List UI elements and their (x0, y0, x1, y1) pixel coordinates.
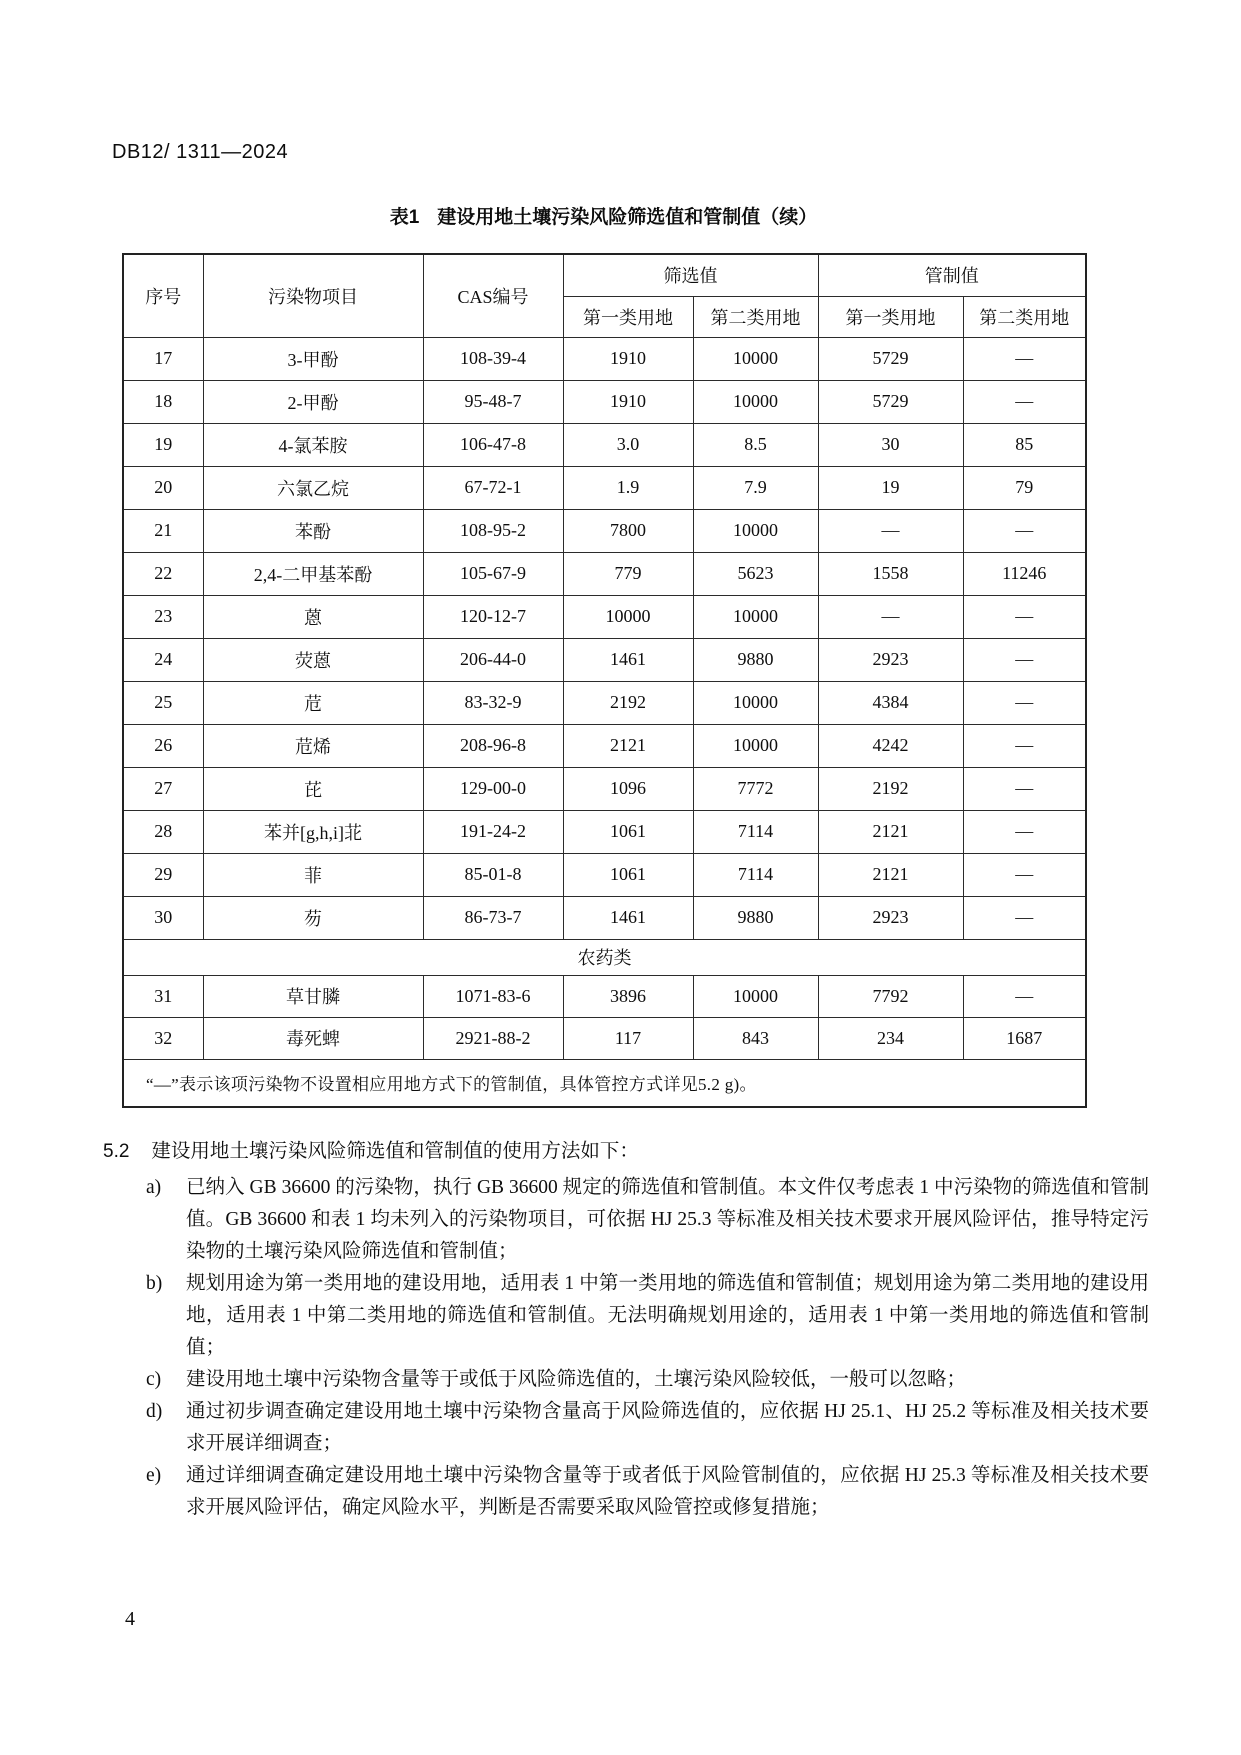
cell-screening-land1: 1061 (563, 810, 693, 853)
header-pollutant: 污染物项目 (203, 254, 423, 337)
section-number: 5.2 (103, 1141, 130, 1162)
cell-control-land1: 1558 (818, 552, 963, 595)
cell-cas: 206-44-0 (423, 638, 563, 681)
cell-cas: 67-72-1 (423, 466, 563, 509)
cell-screening-land2: 10000 (693, 337, 818, 380)
table-footnote-body (123, 1059, 1086, 1107)
clause-item (103, 1396, 1149, 1460)
cell-screening-land1: 1061 (563, 853, 693, 896)
cell-screening-land2: 10000 (693, 975, 818, 1017)
cell-control-land2: — (963, 337, 1086, 380)
cell-control-land1: — (818, 595, 963, 638)
section-header-pesticides: 农药类 (123, 939, 1086, 975)
cell-index: 23 (123, 595, 203, 638)
clause-text: 建设用地土壤中污染物含量等于或低于风险筛选值的，土壤污染风险较低，一般可以忽略； (186, 1369, 967, 1390)
cell-control-land2: — (963, 724, 1086, 767)
header-row-groups (123, 254, 1086, 296)
header-screening-group: 筛选值 (563, 254, 818, 296)
cell-screening-land2: 10000 (693, 724, 818, 767)
clause-item (103, 1172, 1149, 1268)
cell-cas: 129-00-0 (423, 767, 563, 810)
cell-control-land2: — (963, 638, 1086, 681)
header-index: 序号 (123, 254, 203, 337)
table-row (123, 853, 1086, 896)
cell-control-land2: 1687 (963, 1017, 1086, 1059)
cell-control-land1: 4242 (818, 724, 963, 767)
cell-cas: 191-24-2 (423, 810, 563, 853)
clause-item (103, 1460, 1149, 1524)
clause-item (103, 1268, 1149, 1364)
cell-control-land1: 2923 (818, 638, 963, 681)
cell-index: 24 (123, 638, 203, 681)
cell-control-land2: — (963, 595, 1086, 638)
table-row (123, 423, 1086, 466)
cell-screening-land1: 2192 (563, 681, 693, 724)
cell-control-land2: — (963, 853, 1086, 896)
cell-control-land1: 2121 (818, 810, 963, 853)
cell-control-land2: — (963, 509, 1086, 552)
cell-index: 25 (123, 681, 203, 724)
cell-cas: 108-95-2 (423, 509, 563, 552)
cell-control-land2: — (963, 810, 1086, 853)
cell-screening-land2: 7114 (693, 810, 818, 853)
cell-control-land1: 4384 (818, 681, 963, 724)
table-body-pesticides (123, 975, 1086, 1059)
cell-cas: 2921-88-2 (423, 1017, 563, 1059)
cell-pollutant: 毒死蜱 (203, 1017, 423, 1059)
table-row (123, 380, 1086, 423)
cell-index: 22 (123, 552, 203, 595)
table-section-divider (123, 939, 1086, 975)
header-control-land1: 第一类用地 (818, 296, 963, 337)
cell-cas: 83-32-9 (423, 681, 563, 724)
footnote-row (123, 1059, 1086, 1107)
cell-screening-land1: 1096 (563, 767, 693, 810)
cell-pollutant: 3-甲酚 (203, 337, 423, 380)
cell-index: 18 (123, 380, 203, 423)
cell-screening-land2: 843 (693, 1017, 818, 1059)
cell-screening-land1: 1.9 (563, 466, 693, 509)
cell-screening-land2: 10000 (693, 380, 818, 423)
cell-screening-land2: 7.9 (693, 466, 818, 509)
cell-control-land2: — (963, 767, 1086, 810)
cell-screening-land2: 5623 (693, 552, 818, 595)
header-control-land2: 第二类用地 (963, 296, 1086, 337)
cell-control-land2: — (963, 975, 1086, 1017)
cell-screening-land2: 10000 (693, 509, 818, 552)
cell-pollutant: 苊 (203, 681, 423, 724)
clause-list (103, 1172, 1149, 1524)
clause-text: 通过详细调查确定建设用地土壤中污染物含量等于或者低于风险管制值的，应依据 HJ 25.3 等标准及相关技术要求开展风险评估，确定风险水平，判断是否需要采取风险管控或修复措施； (186, 1465, 1149, 1518)
cell-control-land1: 2923 (818, 896, 963, 939)
cell-screening-land1: 7800 (563, 509, 693, 552)
table-title-label: 表1 (389, 207, 420, 228)
cell-index: 20 (123, 466, 203, 509)
cell-screening-land2: 9880 (693, 896, 818, 939)
clause-text: 通过初步调查确定建设用地土壤中污染物含量高于风险筛选值的，应依据 HJ 25.1、HJ 25.2 等标准及相关技术要求开展详细调查； (186, 1401, 1149, 1454)
table-row (123, 810, 1086, 853)
cell-pollutant: 苯并[g,h,i]苝 (203, 810, 423, 853)
table-row (123, 975, 1086, 1017)
cell-index: 26 (123, 724, 203, 767)
cell-index: 27 (123, 767, 203, 810)
table-row (123, 337, 1086, 380)
table-row (123, 681, 1086, 724)
cell-pollutant: 苯酚 (203, 509, 423, 552)
clause-text: 规划用途为第一类用地的建设用地，适用表 1 中第一类用地的筛选值和管制值；规划用途为第二类用地的建设用地，适用表 1 中第二类用地的筛选值和管制值。无法明确规划用途的，适用表 1 中第一类用地的筛选值和管制值； (186, 1273, 1149, 1358)
cell-index: 29 (123, 853, 203, 896)
cell-pollutant: 荧蒽 (203, 638, 423, 681)
page-number: 4 (125, 1608, 135, 1630)
cell-cas: 120-12-7 (423, 595, 563, 638)
cell-cas: 1071-83-6 (423, 975, 563, 1017)
cell-control-land1: 2192 (818, 767, 963, 810)
cell-screening-land1: 1910 (563, 337, 693, 380)
cell-control-land2: 79 (963, 466, 1086, 509)
cell-screening-land1: 2121 (563, 724, 693, 767)
table-title (122, 202, 1085, 229)
clause-label: b) (146, 1273, 163, 1294)
cell-screening-land2: 8.5 (693, 423, 818, 466)
cell-pollutant: 草甘膦 (203, 975, 423, 1017)
clause-label: d) (146, 1401, 163, 1422)
cell-pollutant: 蒽 (203, 595, 423, 638)
table-row (123, 509, 1086, 552)
cell-cas: 85-01-8 (423, 853, 563, 896)
cell-screening-land1: 1910 (563, 380, 693, 423)
table-title-caption: 建设用地土壤污染风险筛选值和管制值（续） (437, 207, 818, 228)
cell-screening-land2: 7114 (693, 853, 818, 896)
cell-screening-land2: 10000 (693, 595, 818, 638)
cell-screening-land1: 3.0 (563, 423, 693, 466)
clause-item (103, 1364, 1149, 1396)
clause-text: 已纳入 GB 36600 的污染物，执行 GB 36600 规定的筛选值和管制值。本文件仅考虑表 1 中污染物的筛选值和管制值。GB 36600 和表 1 均未列入的污染物项目，可依据 HJ 25.3 等标准及相关技术要求开展风险评估，推导特定污染物的土壤污染风险筛选值和管制值； (186, 1177, 1149, 1262)
pollutant-values-table (122, 253, 1087, 1108)
cell-screening-land1: 3896 (563, 975, 693, 1017)
section-header-row (123, 939, 1086, 975)
cell-control-land1: 234 (818, 1017, 963, 1059)
clause-label: a) (146, 1177, 162, 1198)
cell-control-land1: 7792 (818, 975, 963, 1017)
section-5-2 (103, 1136, 1149, 1524)
cell-screening-land1: 10000 (563, 595, 693, 638)
table-row (123, 896, 1086, 939)
cell-index: 19 (123, 423, 203, 466)
table-body-main (123, 337, 1086, 939)
cell-pollutant: 4-氯苯胺 (203, 423, 423, 466)
cell-control-land1: 2121 (818, 853, 963, 896)
cell-pollutant: 2,4-二甲基苯酚 (203, 552, 423, 595)
table-row (123, 767, 1086, 810)
cell-control-land1: 5729 (818, 380, 963, 423)
cell-pollutant: 芴 (203, 896, 423, 939)
cell-index: 17 (123, 337, 203, 380)
cell-pollutant: 苊烯 (203, 724, 423, 767)
document-code: DB12/ 1311—2024 (112, 141, 289, 163)
cell-control-land2: 11246 (963, 552, 1086, 595)
cell-control-land2: — (963, 896, 1086, 939)
table-row (123, 552, 1086, 595)
table-row (123, 638, 1086, 681)
cell-control-land1: 30 (818, 423, 963, 466)
table-row (123, 1017, 1086, 1059)
cell-control-land1: 19 (818, 466, 963, 509)
cell-screening-land1: 1461 (563, 638, 693, 681)
cell-pollutant: 菲 (203, 853, 423, 896)
table-footnote: “—”表示该项污染物不设置相应用地方式下的管制值，具体管控方式详见5.2 g)。 (123, 1059, 1086, 1107)
cell-screening-land1: 779 (563, 552, 693, 595)
table-row (123, 724, 1086, 767)
header-cas: CAS编号 (423, 254, 563, 337)
cell-index: 28 (123, 810, 203, 853)
cell-control-land2: 85 (963, 423, 1086, 466)
cell-index: 32 (123, 1017, 203, 1059)
section-title: 建设用地土壤污染风险筛选值和管制值的使用方法如下： (151, 1141, 639, 1162)
cell-index: 21 (123, 509, 203, 552)
clause-label: e) (146, 1465, 162, 1486)
table-row (123, 466, 1086, 509)
header-screening-land1: 第一类用地 (563, 296, 693, 337)
cell-screening-land1: 117 (563, 1017, 693, 1059)
cell-pollutant: 2-甲酚 (203, 380, 423, 423)
cell-screening-land2: 10000 (693, 681, 818, 724)
cell-screening-land2: 7772 (693, 767, 818, 810)
cell-cas: 108-39-4 (423, 337, 563, 380)
cell-pollutant: 六氯乙烷 (203, 466, 423, 509)
cell-index: 31 (123, 975, 203, 1017)
cell-control-land1: — (818, 509, 963, 552)
clause-label: c) (146, 1369, 162, 1390)
cell-cas: 86-73-7 (423, 896, 563, 939)
cell-cas: 106-47-8 (423, 423, 563, 466)
cell-control-land2: — (963, 380, 1086, 423)
header-screening-land2: 第二类用地 (693, 296, 818, 337)
header-control-group: 管制值 (818, 254, 1086, 296)
table-header (123, 254, 1086, 337)
section-heading (103, 1136, 1149, 1168)
cell-cas: 105-67-9 (423, 552, 563, 595)
cell-pollutant: 芘 (203, 767, 423, 810)
cell-cas: 208-96-8 (423, 724, 563, 767)
cell-control-land2: — (963, 681, 1086, 724)
cell-index: 30 (123, 896, 203, 939)
cell-screening-land1: 1461 (563, 896, 693, 939)
cell-cas: 95-48-7 (423, 380, 563, 423)
table-row (123, 595, 1086, 638)
cell-control-land1: 5729 (818, 337, 963, 380)
cell-screening-land2: 9880 (693, 638, 818, 681)
